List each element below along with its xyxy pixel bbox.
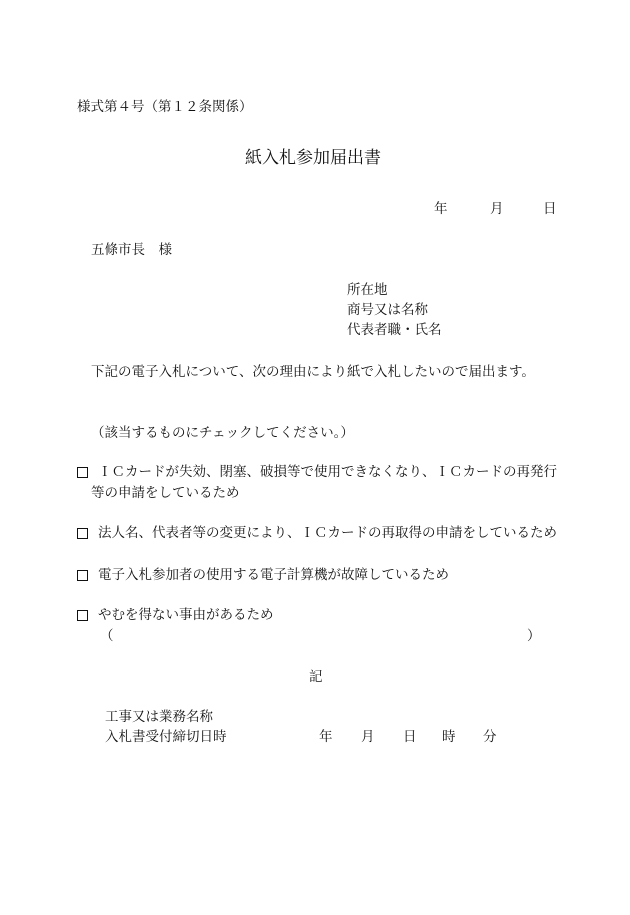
date-day-label: 日 xyxy=(543,201,557,217)
reason-1-checkbox[interactable] xyxy=(77,467,88,478)
reason-open-paren: （ xyxy=(100,628,114,644)
work-name-label: 工事又は業務名称 xyxy=(105,709,213,725)
reason-3-checkbox[interactable] xyxy=(77,570,88,581)
representative-label: 代表者職・氏名 xyxy=(347,322,442,338)
addressee: 五條市長 様 xyxy=(91,242,172,258)
date-month-label: 月 xyxy=(490,201,504,217)
date-year-label: 年 xyxy=(434,201,448,217)
reason-4-checkbox[interactable] xyxy=(77,610,88,621)
deadline-minute-label: 分 xyxy=(483,729,497,745)
deadline-year-label: 年 xyxy=(319,729,333,745)
reason-2-text: 法人名、代表者等の変更により、ＩＣカードの再取得の申請をしているため xyxy=(98,525,557,541)
page-title: 紙入札参加届出書 xyxy=(245,148,381,168)
deadline-hour-label: 時 xyxy=(442,729,456,745)
deadline-month-label: 月 xyxy=(361,729,375,745)
deadline-label: 入札書受付締切日時 xyxy=(105,729,227,745)
reason-4-text: やむを得ない事由があるため xyxy=(98,607,274,623)
check-instruction: （該当するものにチェックしてください。） xyxy=(91,425,354,441)
reason-1-text: ＩＣカードが失効、閉塞、破損等で使用できなくなり、ＩＣカードの再発行 xyxy=(98,464,557,480)
reason-2-checkbox[interactable] xyxy=(77,528,88,539)
reason-3-text: 電子入札参加者の使用する電子計算機が故障しているため xyxy=(98,567,449,583)
reason-1-text-cont: 等の申請をしているため xyxy=(91,485,240,501)
company-name-label: 商号又は名称 xyxy=(347,302,428,318)
reason-close-paren: ） xyxy=(527,628,541,644)
ki-heading: 記 xyxy=(309,669,323,685)
deadline-day-label: 日 xyxy=(403,729,417,745)
address-label: 所在地 xyxy=(347,282,388,298)
intro-text: 下記の電子入札について、次の理由により紙で入札したいので届出ます。 xyxy=(91,364,535,380)
form-number: 様式第４号（第１２条関係） xyxy=(77,99,253,115)
